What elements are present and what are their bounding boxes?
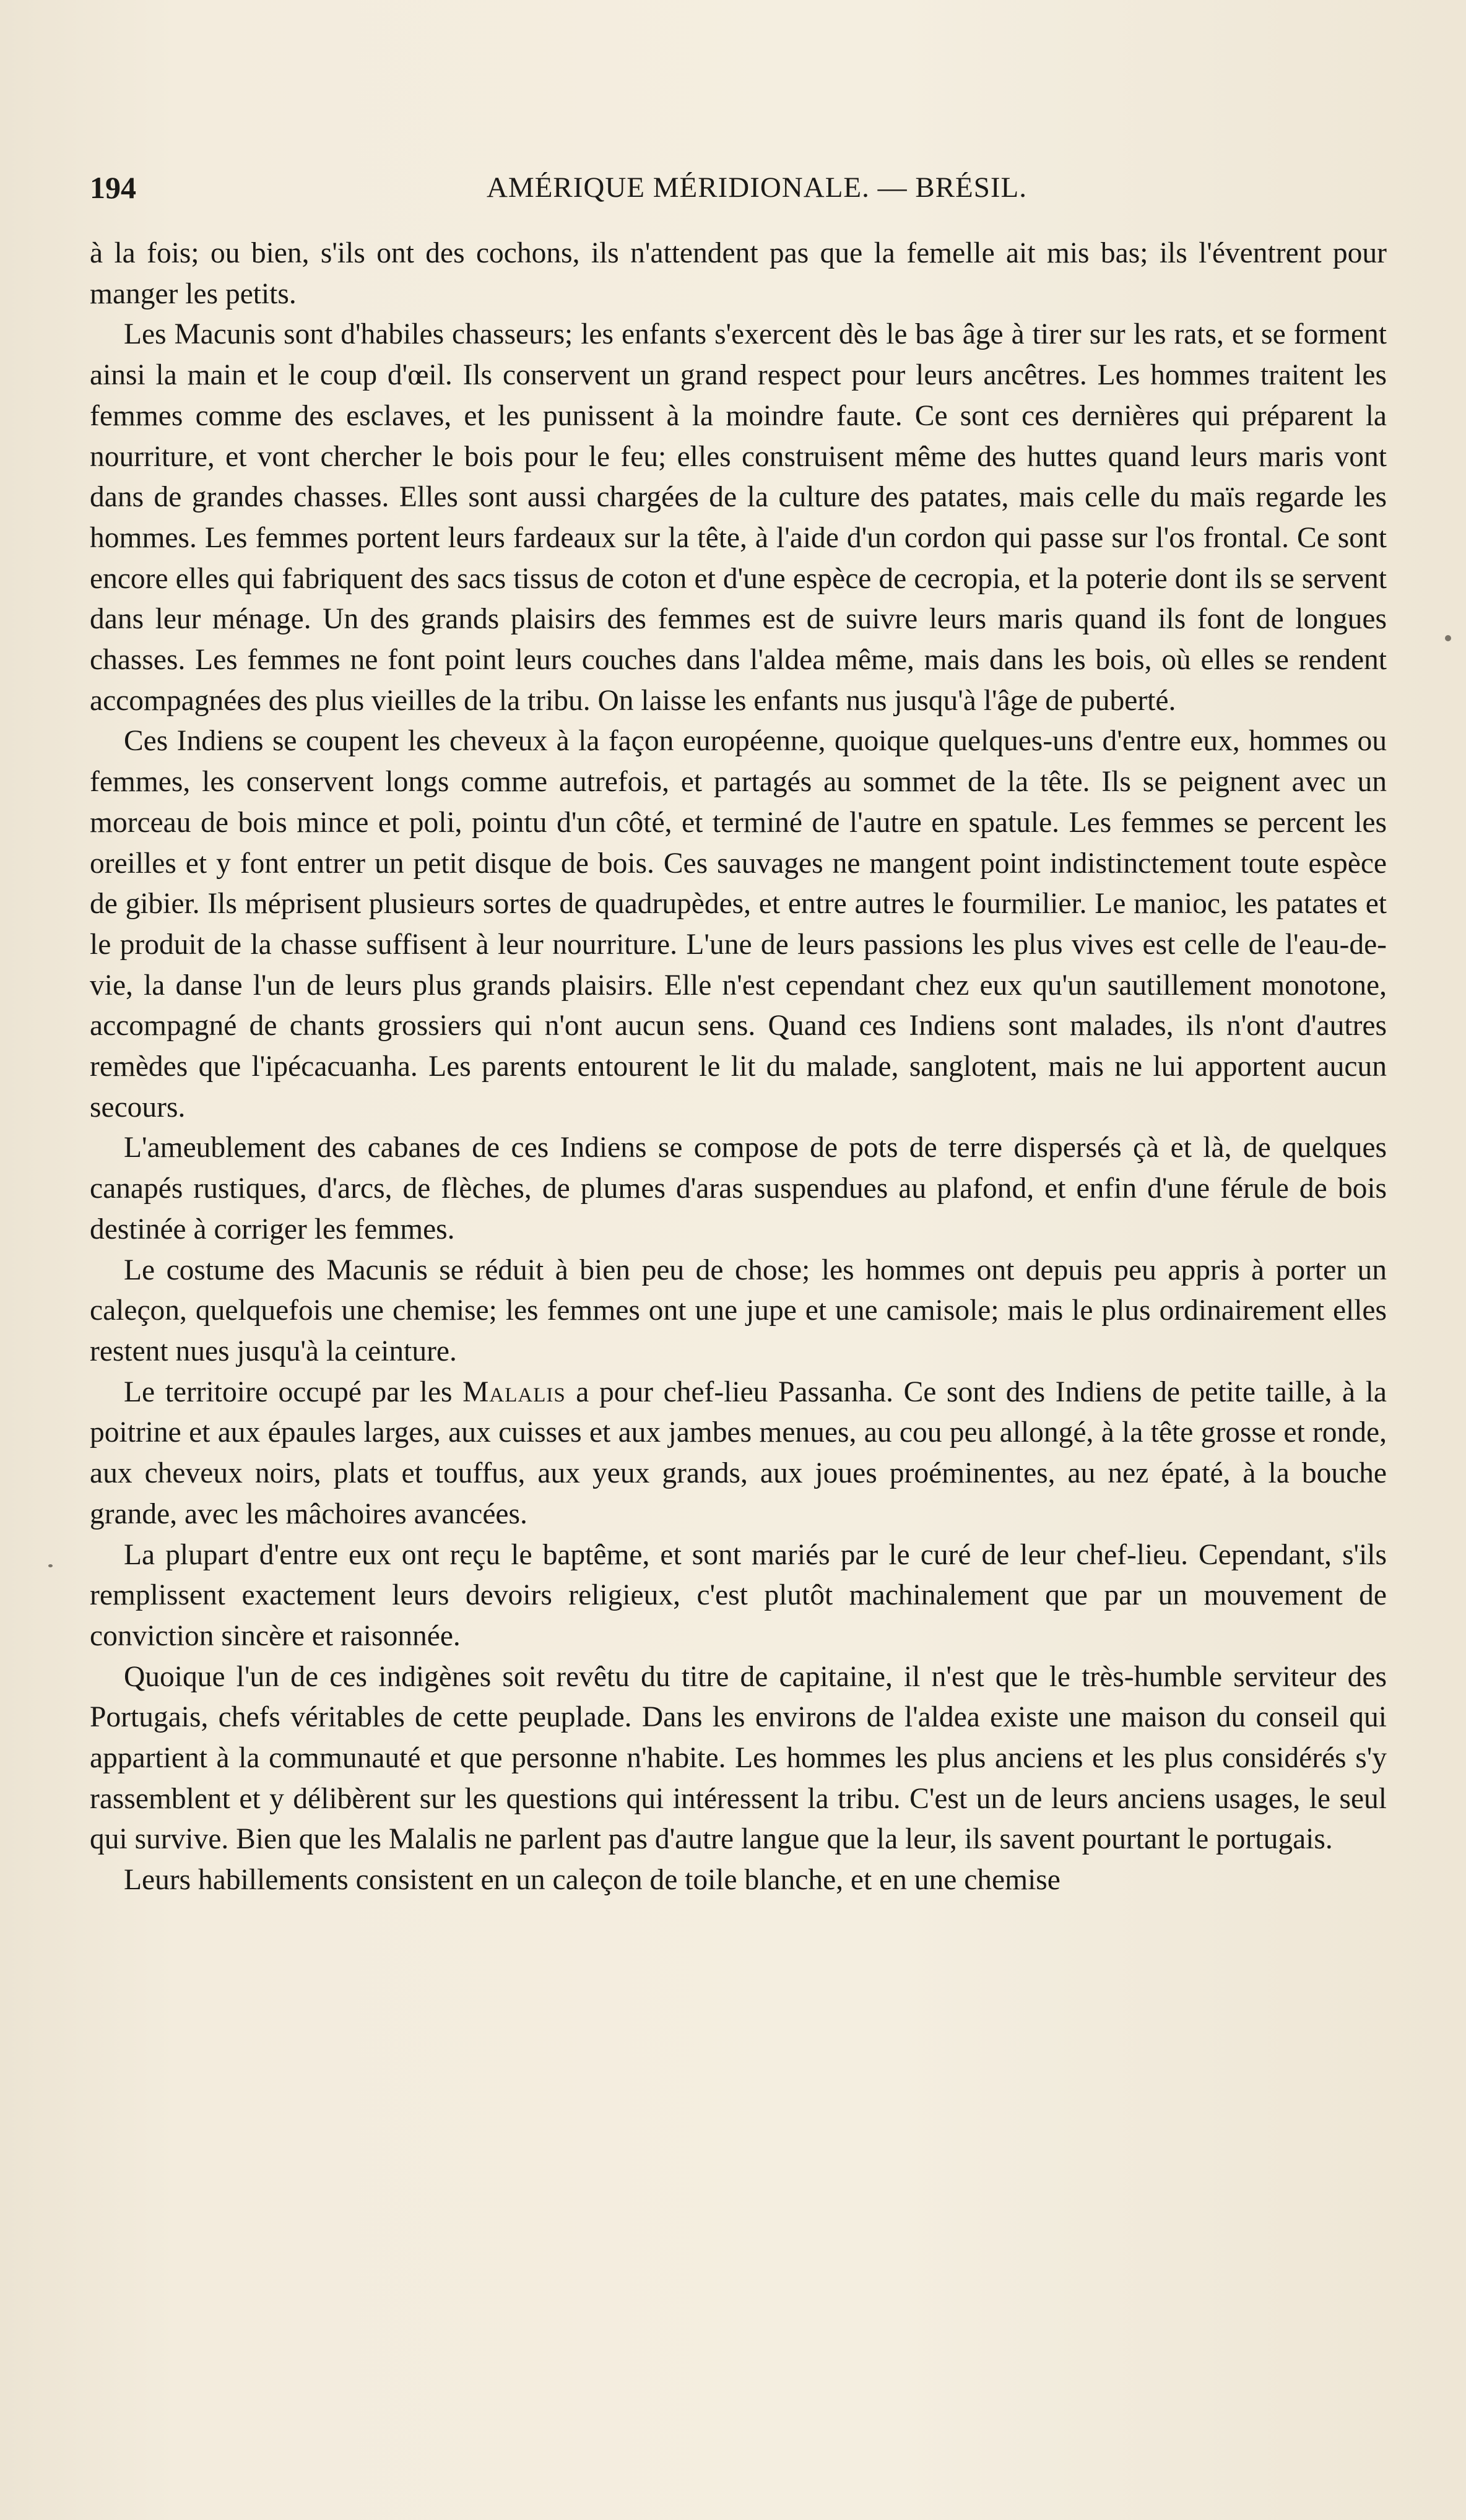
ink-speck [1445,635,1451,641]
paragraph-4: L'ameublement des cabanes de ces Indiens se compose de pots de terre dispersés çà et là, de quelques canapés rustiques, d'arcs, de flèches, de plumes d'aras suspendues au plafond, et enfin d'une férule de bois destinée à corriger les femmes. [90,1132,1387,1245]
paragraph-1: à la fois; ou bien, s'ils ont des cochons, ils n'attendent pas que la femelle ait mis bas; ils l'éventrent pour manger les petits. [90,237,1387,310]
paragraph-8: Quoique l'un de ces indigènes soit revêtu du titre de capitaine, il n'est que le très-humble serviteur des Portugais, chefs véritables de cette peuplade. Dans les environs de l'aldea existe une maison du conseil qui appartient à la communauté et que personne n'habite. Les hommes les plus anciens et les plus considérés s'y rassemblent et y délibèrent sur les questions qui intéressent la tribu. C'est un de leurs anciens usages, le seul qui survive. Bien que les Malalis ne parlent pas d'autre langue que la leur, ils savent pourtant le portugais. [90,1660,1387,1856]
tribe-name-malalis: Malalis [462,1375,566,1408]
paragraph-6-lead: Le territoire occupé par les [124,1375,463,1408]
ink-speck [48,1564,53,1567]
paragraph-9: Leurs habillements consistent en un caleçon de toile blanche, et en une chemise [124,1864,1060,1897]
running-title: AMÉRIQUE MÉRIDIONALE. — BRÉSIL. [486,171,1028,204]
paragraph-6 [90,1372,1387,1535]
body-text [90,233,1387,1901]
paragraph-2: Les Macunis sont d'habiles chasseurs; les enfants s'exercent dès le bas âge à tirer sur les rats, et se forment ainsi la main et le coup d'œil. Ils conservent un grand respect pour leurs ancêtres. Les hommes traitent les femmes comme des esclaves, et les punissent à la moindre faute. Ce sont ces dernières qui préparent la nourriture, et vont chercher le bois pour le feu; elles construisent même des huttes quand leurs maris vont dans de grandes chasses. Elles sont aussi chargées de la culture des patates, mais celle du maïs regarde les hommes. Les femmes portent leurs fardeaux sur la tête, à l'aide d'un cordon qui passe sur l'os frontal. Ce sont encore elles qui fabriquent des sacs tissus de coton et d'une espèce de cecropia, et la poterie dont ils se servent dans leur ménage. Un des grands plaisirs des femmes est de suivre leurs maris quand ils font de longues chasses. Les femmes ne font point leurs couches dans l'aldea même, mais dans les bois, où elles se rendent accompagnées des plus vieilles de la tribu. On laisse les enfants nus jusqu'à l'âge de puberté. [90,318,1387,717]
paragraph-3: Ces Indiens se coupent les cheveux à la façon européenne, quoique quelques-uns d'entre eux, hommes ou femmes, les conservent longs comme autrefois, et partagés au sommet de la tête. Ils se peignent avec un morceau de bois mince et poli, pointu d'un côté, et terminé de l'autre en spatule. Les femmes se percent les oreilles et y font entrer un petit disque de bois. Ces sauvages ne mangent point indistinctement toute espèce de gibier. Ils méprisent plusieurs sortes de quadrupèdes, et entre autres le fourmilier. Le manioc, les patates et le produit de la chasse suffisent à leur nourriture. L'une de leurs passions les plus vives est celle de l'eau-de-vie, la danse l'un de leurs plus grands plaisirs. Elle n'est cependant chez eux qu'un sautillement monotone, accompagné de chants grossiers qui n'ont aucun sens. Quand ces Indiens sont malades, ils n'ont d'autres remèdes que l'ipécacuanha. Les parents entourent le lit du malade, sanglotent, mais ne lui apportent aucun secours. [90,725,1387,1124]
paragraph-5: Le costume des Macunis se réduit à bien peu de chose; les hommes ont depuis peu appris à porter un caleçon, quelquefois une chemise; les femmes ont une jupe et une camisole; mais le plus ordinairement elles restent nues jusqu'à la ceinture. [90,1254,1387,1367]
page-number: 194 [90,170,136,205]
paragraph-6-rest: a pour chef-lieu Passanha. Ce sont des Indiens de petite taille, à la poitrine et aux épaules larges, aux cuisses et aux jambes menues, au cou peu allongé, à la tête grosse et ronde, aux cheveux noirs, plats et touffus, aux yeux grands, aux joues proéminentes, au nez épaté, à la bouche grande, avec les mâchoires avancées. [90,1375,1387,1530]
paragraph-7: La plupart d'entre eux ont reçu le baptême, et sont mariés par le curé de leur chef-lieu. Cependant, s'ils remplissent exactement leurs devoirs religieux, c'est plutôt machinalement que par un mouvement de conviction sincère et raisonnée. [90,1538,1387,1652]
page-header [90,166,1387,209]
